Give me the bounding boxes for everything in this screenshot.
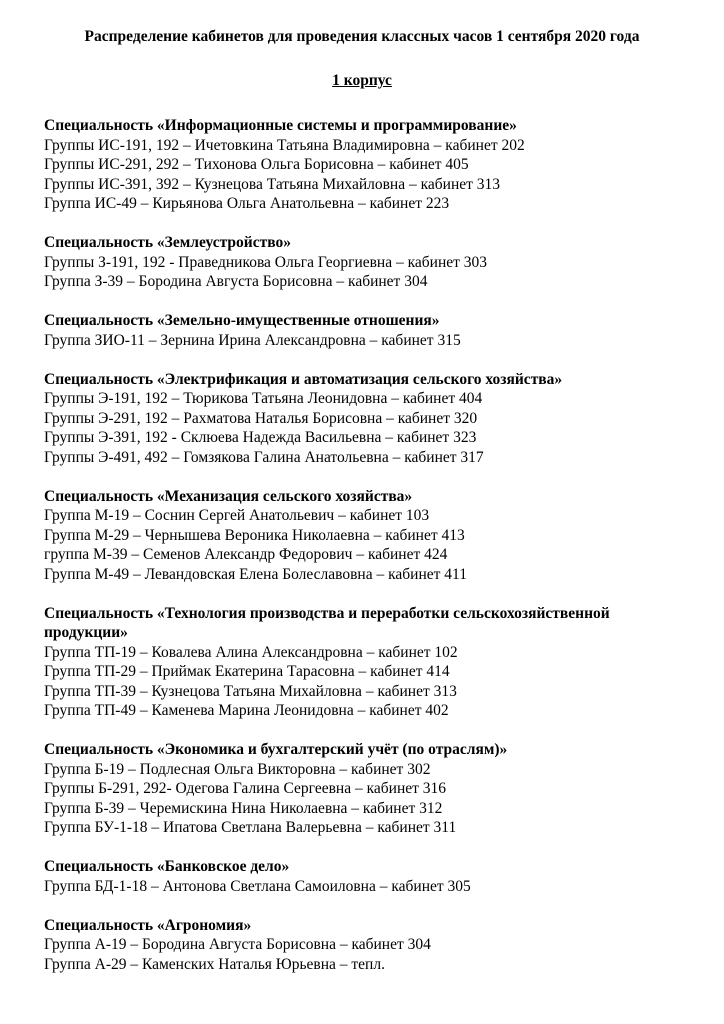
section-agronomy xyxy=(44,916,704,975)
group-entry: Группа А-19 – Бородина Августа Борисовна – кабинет 304 xyxy=(44,936,431,953)
group-entry: группа М-39 – Семенов Александр Федорович – кабинет 424 xyxy=(44,546,448,563)
group-entry: Группы Б-291, 292- Одегова Галина Сергеевна – кабинет 316 xyxy=(44,780,447,797)
group-entry: Группа М-19 – Соснин Сергей Анатольевич – кабинет 103 xyxy=(44,507,430,524)
group-entry: Группа ТП-19 – Ковалева Алина Александровна – кабинет 102 xyxy=(44,643,458,661)
section-heading: Специальность «Механизация сельского хозяйства» xyxy=(44,487,413,505)
section-economics-accounting xyxy=(44,740,704,838)
section-mechanization xyxy=(44,487,704,585)
group-entry: Группа ЗИО-11 – Зернина Ирина Александровна – кабинет 315 xyxy=(44,331,461,349)
group-entry: Группа М-49 – Левандовская Елена Болеславовна – кабинет 411 xyxy=(44,565,467,583)
section-production-technology xyxy=(44,604,704,721)
section-land-property-relations xyxy=(44,311,704,350)
section-heading-line-1: Специальность «Технология производства и переработки сельскохозяйственной xyxy=(44,604,610,622)
group-entry: Группы ИС-191, 192 – Ичетовкина Татьяна Владимировна – кабинет 202 xyxy=(44,136,525,154)
group-entry: Группы Э-491, 492 – Гомзякова Галина Анатольевна – кабинет 317 xyxy=(44,448,484,466)
group-entry: Группы З-191, 192 - Праведникова Ольга Георгиевна – кабинет 303 xyxy=(44,253,488,271)
group-entry: Группа ТП-39 – Кузнецова Татьяна Михайловна – кабинет 313 xyxy=(44,682,457,700)
group-entry: Группы Э-291, 192 – Рахматова Наталья Борисовна – кабинет 320 xyxy=(44,409,478,427)
group-entry: Группа Б-19 – Подлесная Ольга Викторовна – кабинет 302 xyxy=(44,760,431,778)
group-entry: Группы ИС-291, 292 – Тихонова Ольга Борисовна – кабинет 405 xyxy=(44,156,469,173)
section-heading: Специальность «Электрификация и автоматизация сельского хозяйства» xyxy=(44,370,563,388)
section-banking xyxy=(44,857,704,896)
section-heading: Специальность «Агрономия» xyxy=(44,916,252,934)
group-entry: Группы Э-391, 192 - Склюева Надежда Васильевна – кабинет 323 xyxy=(44,429,477,446)
group-entry: Группа ИС-49 – Кирьянова Ольга Анатольевна – кабинет 223 xyxy=(44,195,450,212)
section-heading: Специальность «Банковское дело» xyxy=(44,858,290,875)
group-entry: Группа БУ-1-18 – Ипатова Светлана Валерьевна – кабинет 311 xyxy=(44,819,457,836)
group-entry: Группа Б-39 – Черемискина Нина Николаевна – кабинет 312 xyxy=(44,799,443,817)
building-subtitle: 1 корпус xyxy=(332,72,392,89)
section-heading: Специальность «Землеустройство» xyxy=(44,234,291,251)
group-entry: Группа ТП-29 – Приймак Екатерина Тарасовна – кабинет 414 xyxy=(44,663,450,680)
section-electrification xyxy=(44,370,704,468)
group-entry: Группы ИС-391, 392 – Кузнецова Татьяна Михайловна – кабинет 313 xyxy=(44,175,501,193)
group-entry: Группа ТП-49 – Каменева Марина Леонидовна – кабинет 402 xyxy=(44,702,449,719)
group-entry: Группа З-39 – Бородина Августа Борисовна – кабинет 304 xyxy=(44,273,428,290)
document-body xyxy=(44,116,704,994)
section-land-management xyxy=(44,233,704,292)
document-title: Распределение кабинетов для проведения классных часов 1 сентября 2020 года xyxy=(84,28,640,45)
group-entry: Группа М-29 – Чернышева Вероника Николаевна – кабинет 413 xyxy=(44,526,465,544)
section-heading: Специальность «Информационные системы и программирование» xyxy=(44,117,517,134)
section-information-systems xyxy=(44,116,704,214)
section-heading-line-2: продукции» xyxy=(44,624,128,641)
section-heading: Специальность «Земельно-имущественные отношения» xyxy=(44,312,440,329)
group-entry: Группы Э-191, 192 – Тюрикова Татьяна Леонидовна – кабинет 404 xyxy=(44,390,483,407)
group-entry: Группа БД-1-18 – Антонова Светлана Самоиловна – кабинет 305 xyxy=(44,877,471,895)
section-heading: Специальность «Экономика и бухгалтерский учёт (по отраслям)» xyxy=(44,741,508,758)
group-entry: Группа А-29 – Каменских Наталья Юрьевна – тепл. xyxy=(44,955,385,973)
